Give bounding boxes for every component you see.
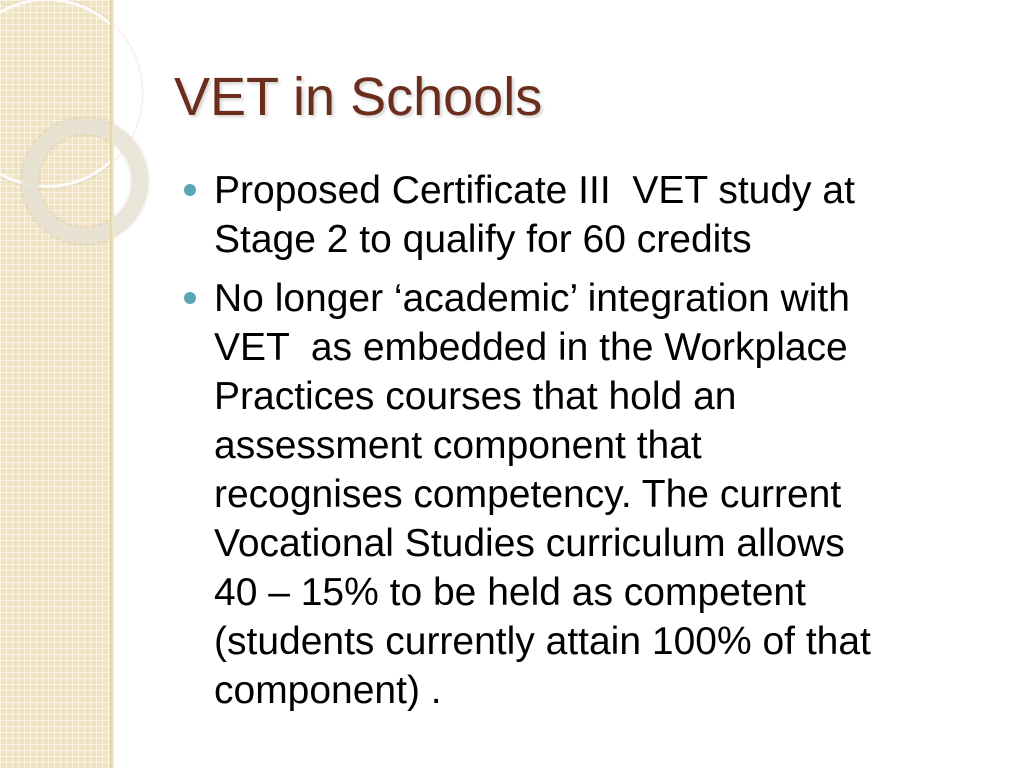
bullet-line: component) . [214, 669, 442, 712]
bullet-list [184, 166, 984, 725]
bullet-line: Vocational Studies curriculum allows [214, 522, 845, 565]
slide-title: VET in Schools [174, 67, 543, 127]
side-panel-edge [110, 0, 114, 768]
decorative-side-panel [0, 0, 112, 768]
bullet-item [184, 274, 984, 715]
bullet-line: (students currently attain 100% of that [214, 620, 871, 663]
bullet-item [184, 166, 984, 264]
bullet-line: Practices courses that hold an [214, 375, 737, 418]
bullet-line: Stage 2 to qualify for 60 credits [214, 218, 752, 261]
bullet-line: recognises competency. The current [214, 473, 842, 516]
bullet-marker-icon [184, 184, 196, 196]
bullet-marker-icon [184, 292, 196, 304]
bullet-line: 40 – 15% to be held as competent [214, 571, 806, 614]
bullet-line: Proposed Certificate III VET study at [214, 169, 855, 212]
bullet-line: VET as embedded in the Workplace [214, 326, 848, 369]
bullet-line: No longer ‘academic’ integration with [214, 277, 850, 320]
decorative-ring-small [22, 118, 148, 244]
bullet-line: assessment component that [214, 424, 702, 467]
